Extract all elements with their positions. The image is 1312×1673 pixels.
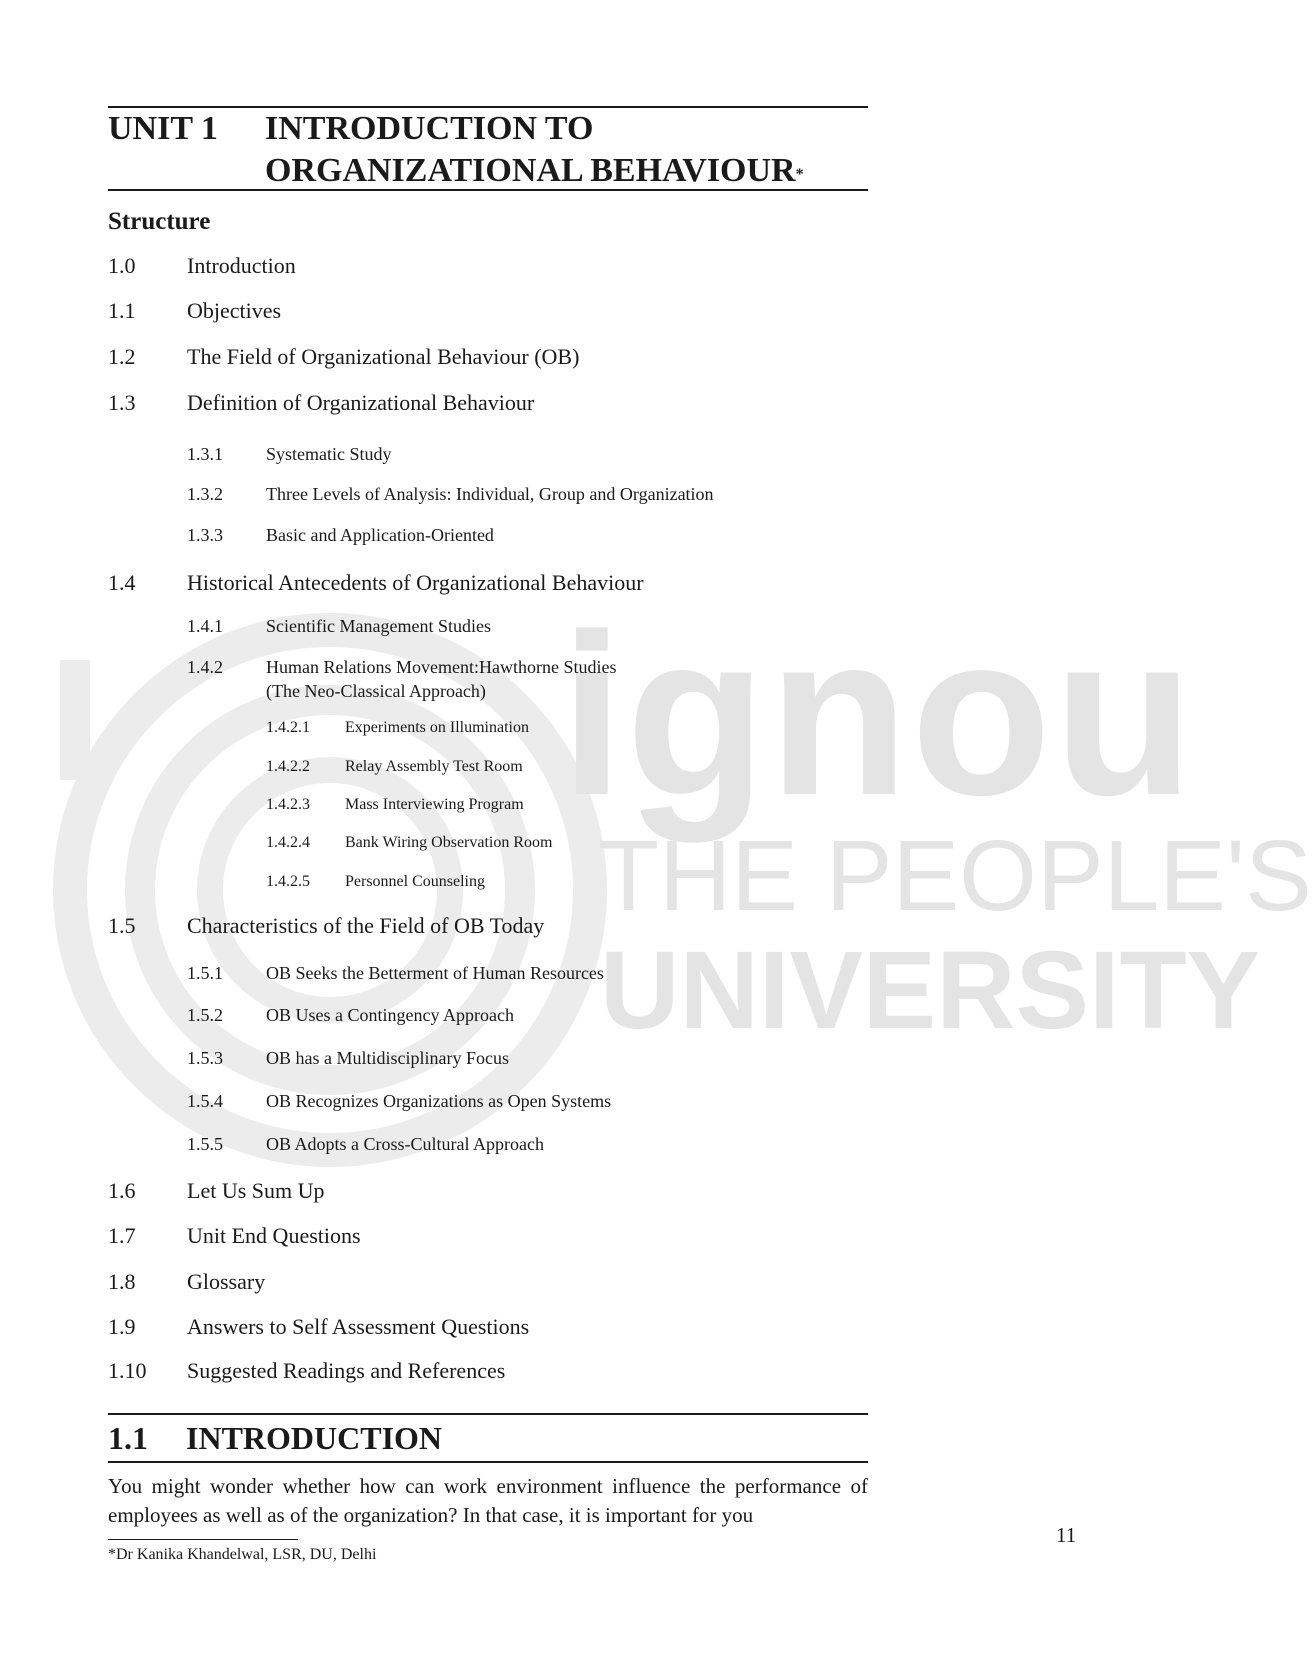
section-bottom-rule <box>108 1461 868 1463</box>
toc-entry-title: Bank Wiring Observation Room <box>345 834 553 851</box>
title-bottom-rule <box>108 189 868 191</box>
toc-entry-title: OB Seeks the Betterment of Human Resources <box>266 963 604 983</box>
toc-entry-number: 1.4.2.2 <box>266 758 310 775</box>
toc-entry-number: 1.5.2 <box>187 1005 223 1025</box>
toc-entry-number: 1.3.3 <box>187 525 223 545</box>
toc-entry-title: Unit End Questions <box>187 1223 361 1248</box>
toc-entry-number: 1.5.4 <box>187 1091 223 1111</box>
toc-entry-title: The Field of Organizational Behaviour (OB) <box>187 344 580 369</box>
watermark-line-1: THE PEOPLE'S <box>598 820 1312 932</box>
page-number: 11 <box>1056 1523 1077 1547</box>
toc-entry-title: Three Levels of Analysis: Individual, Group and Organization <box>266 484 714 504</box>
toc-entry-title-continued: (The Neo-Classical Approach) <box>266 681 486 701</box>
toc-entry-title: OB Adopts a Cross-Cultural Approach <box>266 1134 544 1154</box>
toc-entry-title: Suggested Readings and References <box>187 1358 506 1383</box>
toc-entry-title: Systematic Study <box>266 444 392 464</box>
toc-entry-title: Mass Interviewing Program <box>345 796 524 813</box>
toc-entry-title: OB has a Multidisciplinary Focus <box>266 1048 509 1068</box>
intro-paragraph: You might wonder whether how can work environment influence the performance of employees as well as of the organization? In that case, it is important for you <box>108 1474 868 1527</box>
toc-entry-title: Let Us Sum Up <box>187 1178 325 1203</box>
footnote-rule <box>108 1539 298 1540</box>
unit-heading <box>265 108 885 192</box>
toc-entry-title: Relay Assembly Test Room <box>345 758 523 775</box>
toc-entry-number: 1.5.3 <box>187 1048 223 1068</box>
footnote: *Dr Kanika Khandelwal, LSR, DU, Delhi <box>108 1546 377 1563</box>
toc-entry-number: 1.1 <box>108 298 136 323</box>
unit-heading-line-2-wrap <box>265 150 885 192</box>
toc-entry-title: OB Recognizes Organizations as Open Systems <box>266 1091 612 1111</box>
toc-entry-title: Introduction <box>187 253 296 278</box>
footnote-marker: * <box>795 166 804 183</box>
structure-heading: Structure <box>108 208 211 235</box>
toc-entry-number: 1.3.1 <box>187 444 223 464</box>
toc-entry-title: Answers to Self Assessment Questions <box>187 1314 530 1339</box>
toc-entry-number: 1.4.2.5 <box>266 873 310 890</box>
toc-entry-number: 1.4.2.4 <box>266 834 310 851</box>
unit-heading-line-1: INTRODUCTION TO <box>265 110 594 147</box>
section-title: INTRODUCTION <box>186 1420 443 1456</box>
section-number: 1.1 <box>108 1420 148 1456</box>
toc-entry-number: 1.4.2.1 <box>266 719 310 736</box>
section-top-rule <box>108 1413 868 1415</box>
toc-entry-number: 1.9 <box>108 1314 136 1339</box>
toc-entry-number: 1.10 <box>108 1358 147 1383</box>
toc-entry-number: 1.4.2 <box>187 657 223 677</box>
toc-entry-title: Scientific Management Studies <box>266 616 491 636</box>
toc-entry-number: 1.7 <box>108 1223 136 1248</box>
toc-entry-number: 1.2 <box>108 344 136 369</box>
toc-entry-number: 1.8 <box>108 1269 136 1294</box>
toc-entry-title: Objectives <box>187 298 282 323</box>
toc-entry-number: 1.3 <box>108 390 136 415</box>
toc-entry-number: 1.3.2 <box>187 484 223 504</box>
watermark-line-2: UNIVERSITY <box>600 929 1261 1052</box>
toc-entry-title: Personnel Counseling <box>345 873 485 890</box>
toc-entry-number: 1.6 <box>108 1178 136 1203</box>
toc-entry-number: 1.5 <box>108 913 136 938</box>
toc-entry-number: 1.5.1 <box>187 963 223 983</box>
toc-entry-title: Definition of Organizational Behaviour <box>187 390 535 415</box>
toc-entry-number: 1.4.2.3 <box>266 796 310 813</box>
toc-entry-number: 1.4 <box>108 570 136 595</box>
toc-entry-title: Glossary <box>187 1269 266 1294</box>
toc-entry-title: Experiments on Illumination <box>345 719 529 736</box>
toc-entry-title: Basic and Application-Oriented <box>266 525 494 545</box>
toc-entry-number: 1.4.1 <box>187 616 223 636</box>
unit-heading-line-2: ORGANIZATIONAL BEHAVIOUR <box>265 152 796 189</box>
toc-entry-title: OB Uses a Contingency Approach <box>266 1005 514 1025</box>
toc-entry-number: 1.5.5 <box>187 1134 223 1154</box>
toc-entry-number: 1.0 <box>108 253 136 278</box>
watermark-brand: ignou <box>560 586 1196 843</box>
toc-entry-title: Characteristics of the Field of OB Today <box>187 913 545 938</box>
toc-entry-title: Human Relations Movement:Hawthorne Studies <box>266 657 617 677</box>
unit-label: UNIT 1 <box>108 110 218 147</box>
toc-entry-title: Historical Antecedents of Organizational Behaviour <box>187 570 644 595</box>
